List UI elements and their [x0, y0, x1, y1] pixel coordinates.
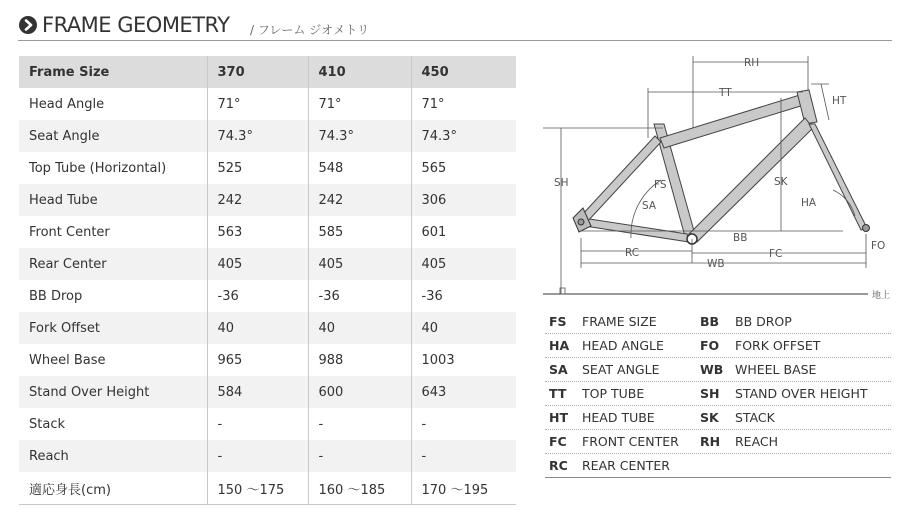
label-fo: FO	[871, 240, 886, 252]
legend-abbr: FC	[549, 434, 567, 449]
column-header-size-370: 370	[207, 56, 308, 88]
frame-geometry-diagram	[543, 48, 893, 306]
chain-stay	[583, 218, 689, 242]
front-axle	[863, 225, 870, 232]
legend-abbr: SK	[700, 410, 719, 425]
page-subtitle: / フレーム ジオメトリ	[250, 23, 370, 37]
legend-term: STAND OVER HEIGHT	[735, 386, 868, 401]
table-cell: 40	[411, 312, 516, 344]
abbreviation-legend	[545, 310, 891, 478]
row-label: Head Angle	[19, 88, 207, 120]
legend-term: HEAD TUBE	[582, 410, 655, 425]
table-cell: -	[308, 440, 411, 472]
legend-row	[545, 310, 891, 334]
legend-row	[545, 358, 891, 382]
legend-term: SEAT ANGLE	[582, 362, 660, 377]
table-row	[19, 248, 516, 280]
row-label: Stand Over Height	[19, 376, 207, 408]
table-cell: 71°	[207, 88, 308, 120]
legend-term: WHEEL BASE	[735, 362, 817, 377]
table-cell: 1003	[411, 344, 516, 376]
table-cell: -	[411, 408, 516, 440]
table-cell: 242	[207, 184, 308, 216]
legend-row	[545, 406, 891, 430]
fork	[809, 124, 867, 230]
table-row	[19, 88, 516, 120]
table-cell: 242	[308, 184, 411, 216]
row-label: Fork Offset	[19, 312, 207, 344]
table-cell: 170 ～195	[411, 472, 516, 505]
table-cell: 74.3°	[411, 120, 516, 152]
table-header-row	[19, 56, 516, 88]
table-row	[19, 344, 516, 376]
table-row	[19, 472, 516, 505]
legend-abbr: FS	[549, 314, 567, 329]
legend-abbr: HA	[549, 338, 570, 353]
label-ground: 地上	[872, 291, 891, 301]
legend-term: FRAME SIZE	[582, 314, 657, 329]
table-cell: 565	[411, 152, 516, 184]
table-cell: 584	[207, 376, 308, 408]
label-rh: RH	[744, 57, 760, 69]
table-cell: 585	[308, 216, 411, 248]
table-cell: 601	[411, 216, 516, 248]
legend-term: REAR CENTER	[582, 458, 670, 473]
label-wb: WB	[707, 258, 725, 270]
table-row	[19, 440, 516, 472]
legend-abbr: WB	[700, 362, 724, 377]
label-fc: FC	[769, 248, 783, 260]
table-cell: -36	[207, 280, 308, 312]
legend-term: FORK OFFSET	[735, 338, 821, 353]
row-label: Seat Angle	[19, 120, 207, 152]
legend-term: HEAD ANGLE	[582, 338, 664, 353]
table-cell: 306	[411, 184, 516, 216]
label-tt: TT	[719, 87, 732, 99]
table-cell: 405	[411, 248, 516, 280]
table-cell: 600	[308, 376, 411, 408]
row-label: Head Tube	[19, 184, 207, 216]
table-cell: 563	[207, 216, 308, 248]
head-tube	[797, 90, 817, 124]
table-cell: 40	[207, 312, 308, 344]
table-cell: 405	[308, 248, 411, 280]
legend-row	[545, 454, 891, 478]
label-rc: RC	[625, 247, 640, 259]
legend-term: REACH	[735, 434, 779, 449]
legend-abbr: FO	[700, 338, 720, 353]
legend-term: TOP TUBE	[582, 386, 645, 401]
row-label: Stack	[19, 408, 207, 440]
table-cell: -36	[411, 280, 516, 312]
label-ha: HA	[801, 197, 817, 209]
legend-abbr: SH	[700, 386, 720, 401]
table-cell: 71°	[411, 88, 516, 120]
label-sa: SA	[642, 200, 657, 212]
table-row	[19, 120, 516, 152]
table-cell: 40	[308, 312, 411, 344]
legend-term: BB DROP	[735, 314, 792, 329]
table-cell: 525	[207, 152, 308, 184]
table-cell: 405	[207, 248, 308, 280]
table-cell: 71°	[308, 88, 411, 120]
legend-row	[545, 382, 891, 406]
table-cell: 74.3°	[207, 120, 308, 152]
table-cell: -36	[308, 280, 411, 312]
legend-abbr: RC	[549, 458, 568, 473]
label-bb: BB	[733, 232, 748, 244]
row-label: Reach	[19, 440, 207, 472]
table-row	[19, 280, 516, 312]
row-label: Rear Center	[19, 248, 207, 280]
legend-abbr: SA	[549, 362, 568, 377]
label-ht: HT	[832, 95, 847, 107]
table-cell: -	[207, 408, 308, 440]
row-label: Top Tube (Horizontal)	[19, 152, 207, 184]
table-row	[19, 184, 516, 216]
column-header-size-450: 450	[411, 56, 516, 88]
table-cell: -	[411, 440, 516, 472]
chevron-right-circle-icon	[19, 16, 37, 34]
label-fs: FS	[654, 179, 667, 191]
column-header-size-410: 410	[308, 56, 411, 88]
table-cell: -	[308, 408, 411, 440]
table-cell: 74.3°	[308, 120, 411, 152]
legend-abbr: HT	[549, 410, 568, 425]
geometry-table	[19, 56, 516, 505]
page-title: FRAME GEOMETRY	[42, 13, 230, 37]
table-cell: -	[207, 440, 308, 472]
table-cell: 548	[308, 152, 411, 184]
legend-row	[545, 430, 891, 454]
table-cell: 150 ～175	[207, 472, 308, 505]
table-cell: 643	[411, 376, 516, 408]
legend-abbr: TT	[549, 386, 567, 401]
table-cell: 965	[207, 344, 308, 376]
label-sk: SK	[774, 176, 788, 188]
row-label: BB Drop	[19, 280, 207, 312]
table-row	[19, 376, 516, 408]
table-row	[19, 216, 516, 248]
row-label: Wheel Base	[19, 344, 207, 376]
table-row	[19, 312, 516, 344]
legend-term: FRONT CENTER	[582, 434, 679, 449]
section-header	[18, 12, 892, 41]
label-sh: SH	[554, 177, 569, 189]
table-cell: 988	[308, 344, 411, 376]
table-row	[19, 152, 516, 184]
legend-row	[545, 334, 891, 358]
legend-abbr: BB	[700, 314, 720, 329]
column-header-frame-size: Frame Size	[19, 56, 207, 88]
bike-frame-illustration	[581, 90, 867, 242]
down-tube	[689, 118, 813, 242]
row-label: 適応身長(cm)	[19, 472, 207, 505]
table-row	[19, 408, 516, 440]
row-label: Front Center	[19, 216, 207, 248]
legend-term: STACK	[735, 410, 775, 425]
legend-abbr: RH	[700, 434, 721, 449]
table-cell: 160 ～185	[308, 472, 411, 505]
